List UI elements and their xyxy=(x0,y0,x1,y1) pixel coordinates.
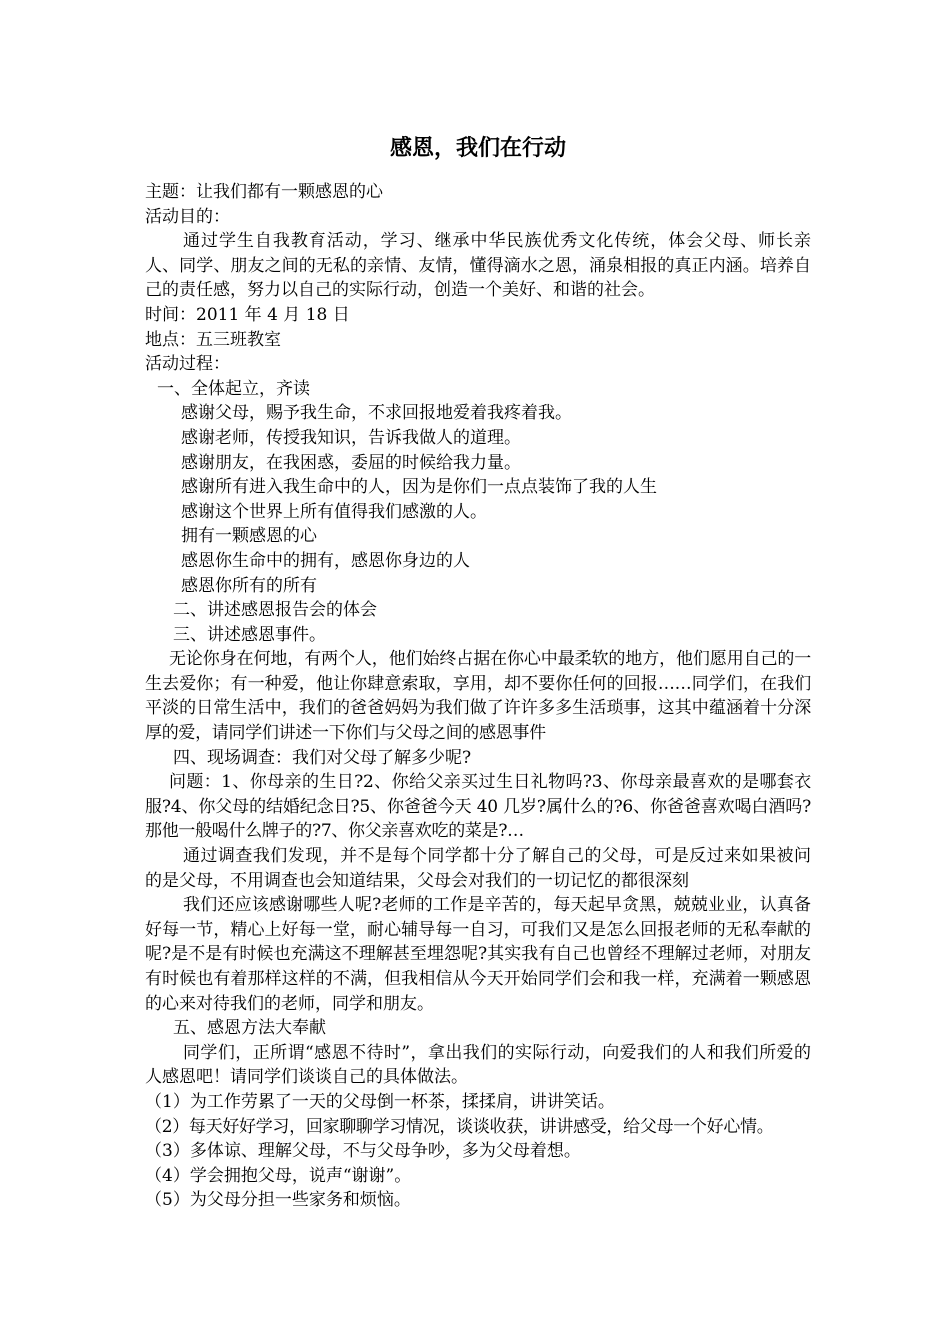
time-line: 时间：2011 年 4 月 18 日 xyxy=(145,304,350,325)
recite-line: 感谢朋友，在我困惑，委屈的时候给我力量。 xyxy=(181,452,521,473)
section4-heading: 四、现场调查：我们对父母了解多少呢? xyxy=(173,747,472,768)
method-item: （2）每天好好学习，回家聊聊学习情况，谈谈收获，讲讲感受，给父母一个好心情。 xyxy=(145,1116,774,1137)
section3-paragraph: 无论你身在何地，有两个人，他们始终占据在你心中最柔软的地方，他们愿用自己的一生去爱你；有一种爱，他让你肆意索取，享用，却不要你任何的回报……同学们，在我们平淡的日常生活中，我们的爸爸妈妈为我们做了许许多多生活琐事，这其中蕴涵着十分深厚的爱，请同学们讲述一下你们与父母之间的感恩事件 xyxy=(145,649,811,744)
recite-line: 拥有一颗感恩的心 xyxy=(181,526,317,547)
document-page xyxy=(145,128,811,1213)
section1-heading: 一、全体起立，齐读 xyxy=(157,378,310,399)
thank-teachers-paragraph: 我们还应该感谢哪些人呢?老师的工作是辛苦的，每天起早贪黑，兢兢业业，认真备好每一节，精心上好每一堂，耐心辅导每一自习，可我们又是怎么回报老师的无私奉献的呢?是不是有时候也充满这不理解甚至埋怨呢?其实我有自己也曾经不理解过老师，对朋友有时候也有着那样这样的不满，但我相信从今天开始同学们会和我一样，充满着一颗感恩的心来对待我们的老师，同学和朋友。 xyxy=(145,895,811,1014)
section3-heading: 三、讲述感恩事件。 xyxy=(173,624,326,645)
survey-finding: 通过调查我们发现，并不是每个同学都十分了解自己的父母，可是反过来如果被问的是父母，不用调查也会知道结果，父母会对我们的一切记忆的都很深刻 xyxy=(145,846,811,891)
section5-heading: 五、感恩方法大奉献 xyxy=(173,1018,326,1039)
process-label: 活动过程： xyxy=(145,354,230,375)
recite-line: 感谢这个世界上所有值得我们感激的人。 xyxy=(181,501,487,522)
recite-line: 感恩你所有的所有 xyxy=(181,575,317,596)
purpose-paragraph: 通过学生自我教育活动，学习、继承中华民族优秀文化传统，体会父母、师长亲人、同学、朋友之间的无私的亲情、友情，懂得滴水之恩，涌泉相报的真正内涵。培养自己的责任感，努力以自己的实际行动，创造一个美好、和谐的社会。 xyxy=(145,231,811,301)
recite-line: 感谢所有进入我生命中的人，因为是你们一点点装饰了我的人生 xyxy=(181,477,657,498)
method-item: （4）学会拥抱父母，说声“谢谢”。 xyxy=(145,1165,412,1186)
recite-line: 感恩你生命中的拥有，感恩你身边的人 xyxy=(181,550,470,571)
document-title: 感恩，我们在行动 xyxy=(389,136,566,161)
method-item: （5）为父母分担一些家务和烦恼。 xyxy=(145,1190,411,1211)
method-item: （3）多体谅、理解父母，不与父母争吵，多为父母着想。 xyxy=(145,1141,581,1162)
section2-heading: 二、讲述感恩报告会的体会 xyxy=(173,600,377,621)
recite-line: 感谢老师，传授我知识，告诉我做人的道理。 xyxy=(181,427,521,448)
method-item: （1）为工作劳累了一天的父母倒一杯茶，揉揉肩，讲讲笑话。 xyxy=(145,1091,615,1112)
place-line: 地点：五三班教室 xyxy=(145,329,281,350)
theme-line: 主题：让我们都有一颗感恩的心 xyxy=(145,182,383,202)
purpose-label: 活动目的： xyxy=(145,206,230,227)
survey-questions: 问题：1、你母亲的生日?2、你给父亲买过生日礼物吗?3、你母亲最喜欢的是哪套衣服?4、你父母的结婚纪念日?5、你爸爸今天 40 几岁?属什么的?6、你爸爸喜欢喝白酒吗?那他一般喝什么牌子的?7、你父亲喜欢吃的菜是?… xyxy=(145,772,811,842)
recite-line: 感谢父母，赐予我生命，不求回报地爱着我疼着我。 xyxy=(181,403,572,424)
section5-intro: 同学们，正所谓“感恩不待时”，拿出我们的实际行动，向爱我们的人和我们所爱的人感恩吧！请同学们谈谈自己的具体做法。 xyxy=(145,1042,811,1088)
